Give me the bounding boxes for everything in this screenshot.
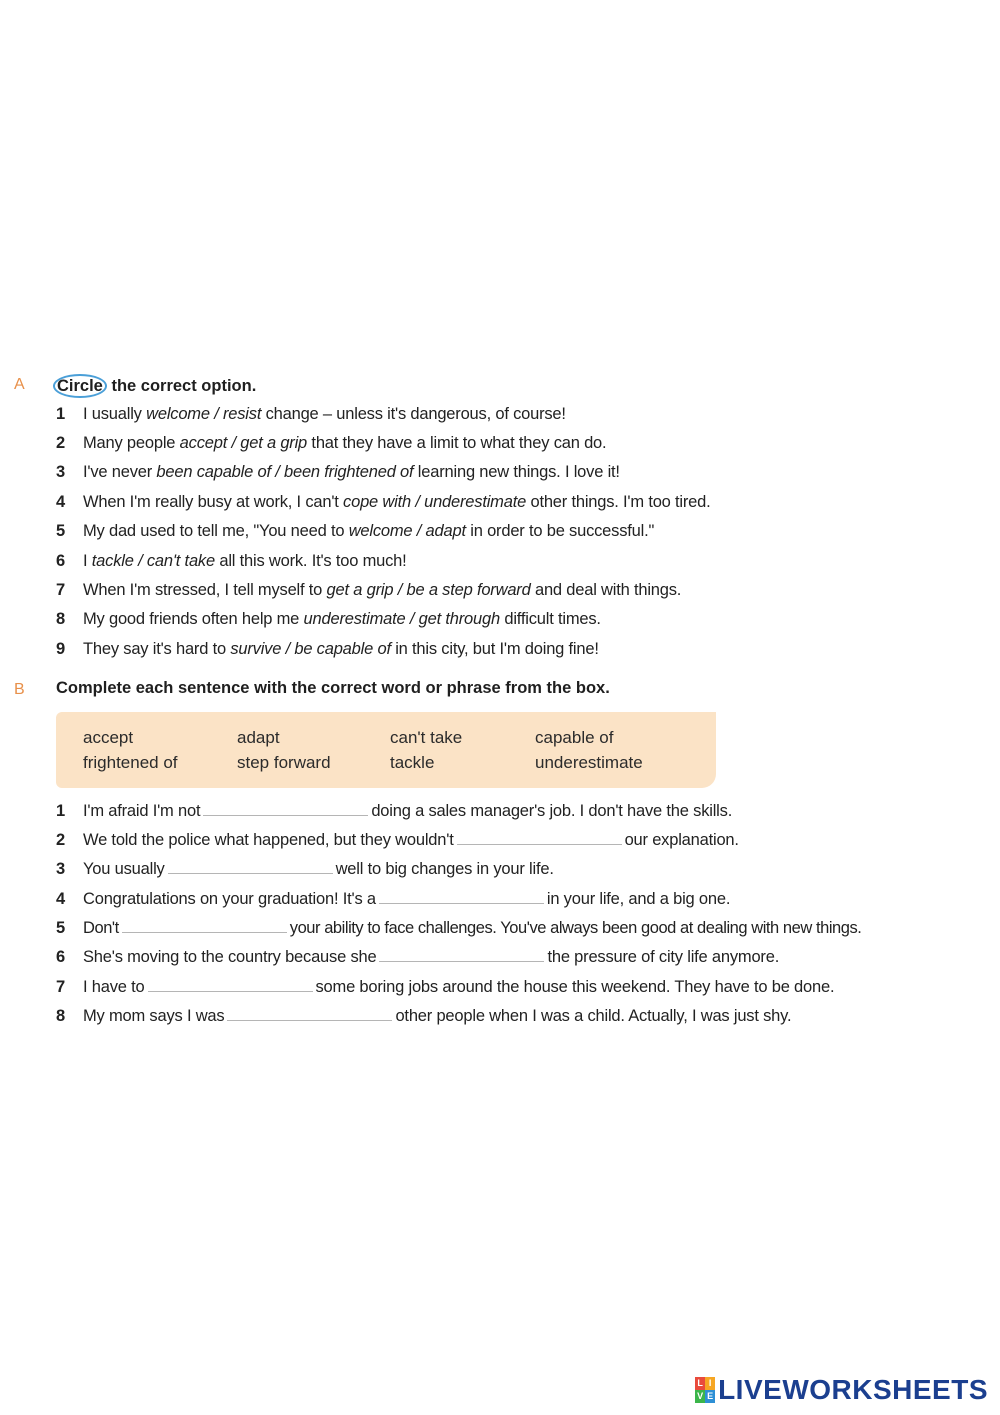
liveworksheets-logo[interactable] — [695, 1374, 988, 1406]
section-a-item: 2 Many people accept / get a grip that they have a limit to what they can do. — [56, 434, 607, 452]
word-box-item: capable of — [535, 728, 614, 747]
logo-mark-cell: V — [697, 1391, 704, 1401]
answer-blank[interactable] — [148, 977, 313, 992]
section-b-item: 6 She's moving to the country because she the pressure of city life anymore. — [56, 948, 780, 966]
option-choice[interactable]: tackle / can't take — [91, 552, 215, 570]
option-choice[interactable]: survive / be capable of — [230, 640, 391, 658]
logo-mark-cell: L — [695, 1377, 705, 1390]
section-a-item: 5 My dad used to tell me, "You need to welcome / adapt in order to be successful." — [56, 522, 655, 540]
logo-mark-cell: I — [705, 1377, 715, 1390]
word-box — [56, 712, 716, 788]
word-box-item: can't take — [390, 728, 463, 747]
answer-blank[interactable] — [122, 918, 287, 933]
section-b-item: 2 We told the police what happened, but they wouldn't our explanation. — [56, 831, 739, 849]
word-box-item: step forward — [237, 753, 331, 772]
answer-blank[interactable] — [379, 947, 544, 962]
liveworksheets-logo-icon — [695, 1377, 715, 1403]
section-b-item: 3 You usually well to big changes in your life. — [56, 860, 554, 878]
section-a-item: 1 I usually welcome / resist change – unless it's dangerous, of course! — [56, 405, 566, 423]
word-box-item: tackle — [390, 753, 435, 772]
word-box-item: frightened of — [83, 753, 178, 772]
option-choice[interactable]: been capable of / been frightened of — [156, 463, 414, 481]
logo-mark-cell: E — [707, 1391, 714, 1401]
section-b-item: 1 I'm afraid I'm not doing a sales manager's job. I don't have the skills. — [56, 802, 733, 820]
section-a-item: 7 When I'm stressed, I tell myself to get a grip / be a step forward and deal with things. — [56, 581, 682, 599]
section-a-letter: A — [14, 376, 25, 393]
word-box-item: accept — [83, 728, 134, 747]
section-a-item: 8 My good friends often help me underestimate / get through difficult times. — [56, 610, 601, 628]
option-choice[interactable]: underestimate / get through — [303, 610, 500, 628]
section-a-item: 6 I tackle / can't take all this work. It's too much! — [56, 552, 407, 570]
option-choice[interactable]: get a grip / be a step forward — [326, 581, 531, 599]
section-b-instruction: Complete each sentence with the correct word or phrase from the box. — [56, 679, 610, 697]
option-choice[interactable]: cope with / underestimate — [343, 493, 527, 511]
section-a-item: 3 I've never been capable of / been frightened of learning new things. I love it! — [56, 463, 620, 481]
answer-blank[interactable] — [227, 1006, 392, 1021]
section-b-item: 4 Congratulations on your graduation! It's a in your life, and a big one. — [56, 890, 731, 908]
answer-blank[interactable] — [203, 801, 368, 816]
section-b-letter: B — [14, 681, 25, 698]
option-choice[interactable]: welcome / resist — [146, 405, 262, 423]
section-a-instruction — [56, 374, 256, 398]
section-b-item: 7 I have to some boring jobs around the house this weekend. They have to be done. — [56, 978, 835, 996]
section-b-item: 5 Don't your ability to face challenges. You've always been good at dealing with new things. — [56, 919, 862, 937]
answer-blank[interactable] — [379, 889, 544, 904]
answer-blank[interactable] — [168, 859, 333, 874]
section-a-item: 9 They say it's hard to survive / be capable of in this city, but I'm doing fine! — [56, 640, 599, 658]
word-box-item: adapt — [237, 728, 280, 747]
option-choice[interactable]: accept / get a grip — [179, 434, 308, 452]
section-b-item: 8 My mom says I was other people when I was a child. Actually, I was just shy. — [56, 1007, 792, 1025]
circled-word: Circle — [53, 374, 107, 398]
word-box-item: underestimate — [535, 753, 643, 772]
section-a-item: 4 When I'm really busy at work, I can't cope with / underestimate other things. I'm too tired. — [56, 493, 711, 511]
logo-text: LIVEWORKSHEETS — [718, 1374, 988, 1405]
option-choice[interactable]: welcome / adapt — [348, 522, 466, 540]
answer-blank[interactable] — [457, 830, 622, 845]
instruction-rest: the correct option. — [106, 377, 257, 395]
